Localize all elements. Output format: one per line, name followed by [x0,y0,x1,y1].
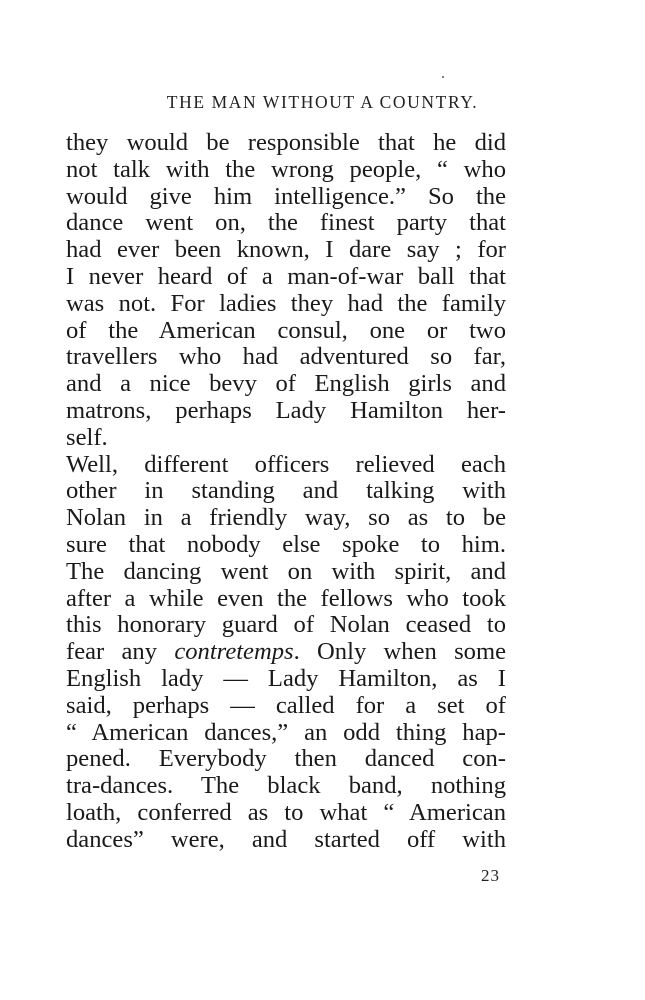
text-line: English lady — Lady Hamilton, as I [66,664,506,692]
ink-speck [442,76,444,78]
text-line: had ever been known, I dare say ; for [66,236,506,264]
text-line: sure that nobody else spoke to him. [66,530,506,558]
text-line: dances” were, and started off with [66,825,506,853]
text-line: said, perhaps — called for a set of [66,691,506,719]
text-line: of the American consul, one or two [66,316,506,344]
text-line: loath, conferred as to what “ American [66,798,506,826]
body-text [66,130,506,854]
text-line: travellers who had adventured so far, [66,343,506,371]
text-line: matrons, perhaps Lady Hamilton her- [66,396,506,424]
text-line: dance went on, the finest party that [66,209,506,237]
text-line: tra-dances. The black band, nothing [66,772,506,800]
paragraph-end-line: self. [66,423,108,451]
text-segment: fear any [66,638,175,666]
text-line: this honorary guard of Nolan ceased to [66,611,506,639]
text-line: after a while even the fellows who took [66,584,506,612]
text-line: was not. For ladies they had the family [66,289,506,317]
running-head: THE MAN WITHOUT A COUNTRY. [166,92,479,112]
text-line: pened. Everybody then danced con- [66,745,506,773]
paragraph-start-line: Well, different officers relieved each [66,450,506,478]
text-line: not talk with the wrong people, “ who [66,155,506,183]
text-line: I never heard of a man-of-war ball that [66,262,506,290]
text-line: The dancing went on with spirit, and [66,557,506,585]
italic-word: contretemps [174,638,294,666]
text-line: Nolan in a friendly way, so as to be [66,504,506,532]
text-line: and a nice bevy of English girls and [66,370,506,398]
page-number: 23 [481,866,500,885]
text-line: “ American dances,” an odd thing hap- [66,718,506,746]
text-line-with-italic [66,639,506,666]
text-line: they would be responsible that he did [66,129,506,156]
text-line: other in standing and talking with [66,477,506,505]
text-line: would give him intelligence.” So the [66,182,506,210]
text-segment: . Only when some [293,638,506,666]
